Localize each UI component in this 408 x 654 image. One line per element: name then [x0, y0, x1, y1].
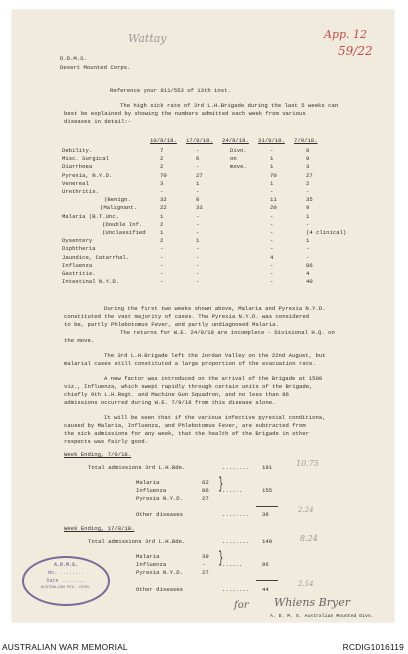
table-cell: 9 [306, 204, 310, 212]
item-label: Pyrexia N.Y.D. [136, 569, 183, 576]
footer-right: RCDIG1016119 [342, 642, 404, 652]
total-label: Total admissions 3rd L.H.Bde. [88, 538, 186, 545]
table-cell: 1 [270, 179, 274, 187]
table-cell: - [306, 245, 310, 253]
brace: } [218, 475, 224, 493]
pencil-note: 2.54 [298, 580, 314, 588]
intro-line: diseases in detail:- [64, 118, 132, 125]
table-cell: - [306, 188, 310, 195]
table-row-label: Diarrhoea [62, 163, 93, 171]
table-cell: - [196, 261, 200, 269]
table-cell: Divn. [230, 147, 247, 154]
para-line: caused by Malaria, Influenza, and Phlebotomus Fever, are subtracted from [64, 422, 306, 429]
addressee: D.D.M.S. [60, 55, 87, 62]
table-cell: 4 [270, 253, 274, 261]
table-cell: 2 [160, 220, 164, 228]
table-cell: 8 [196, 196, 200, 204]
table-row-label: (Unclassified [102, 229, 146, 236]
subtotal-value: 155 [262, 487, 273, 494]
table-cell: - [196, 253, 200, 261]
week-header: 7/9/18. [294, 137, 318, 144]
week-header: 17/8/18. [186, 137, 213, 144]
para-line: During the first two weeks shown above, Malaria and Pyrexia N.Y.D. [104, 305, 326, 312]
week-header: 24/8/18. [222, 137, 249, 144]
table-cell: (4 clinical) [306, 229, 347, 236]
dots: ........ [222, 511, 249, 518]
dots: ........ [222, 586, 249, 593]
table-cell: 33 [196, 204, 203, 212]
table-row-label: Influenza [62, 261, 93, 269]
table-cell: - [196, 220, 200, 228]
table-cell: 40 [306, 278, 313, 286]
table-cell: - [160, 245, 164, 253]
table-row-label: Venereal [62, 179, 89, 187]
table-cell: - [270, 270, 274, 277]
table-cell: - [196, 229, 200, 236]
table-row-label: Diphtheria [62, 245, 96, 253]
item-label: Malaria [136, 479, 160, 486]
table-cell: 2 [160, 155, 164, 163]
other-value: 44 [262, 586, 269, 593]
table-cell: 70 [270, 171, 277, 179]
para-line: A new factor was introduced on the arrival of the Brigade at 1500 [104, 375, 323, 382]
table-cell: 3 [160, 179, 164, 187]
para-line: the move. [64, 337, 95, 344]
signature-caption: A. D. M. S. Australian Mounted Divn. [270, 614, 374, 619]
table-cell: 27 [306, 171, 313, 179]
stamp-no: No. ........ [47, 570, 84, 576]
total-value: 191 [262, 464, 273, 471]
table-row-label: Misc. Surgical [62, 155, 109, 163]
sum-rule [256, 580, 278, 581]
table-cell: - [160, 278, 164, 286]
table-cell: 1 [196, 237, 200, 245]
signature-prefix: for [234, 600, 249, 611]
table-cell: 1 [160, 229, 164, 236]
item-value: 39 [202, 553, 209, 560]
para-line: It will be seen that if the various infective pyrexial conditions, [104, 414, 326, 421]
table-cell: 4 [306, 270, 310, 277]
table-cell: - [270, 220, 274, 228]
table-cell: 32 [160, 196, 167, 204]
table-cell: 3 [306, 163, 310, 171]
item-value: 27 [202, 569, 209, 576]
stamp-date: Date ........ [46, 578, 86, 584]
table-row-label: Gastritis. [62, 270, 96, 277]
table-cell: 86 [306, 261, 313, 269]
document-page [12, 10, 394, 622]
table-row-label: Debility. [62, 147, 93, 154]
week-heading: Week Ending, 7/9/18. [64, 451, 132, 458]
table-row-label: Urethritis. [62, 188, 99, 195]
para-line: viz., Influenza, which swept rapidly through certain units of the Brigade, [64, 383, 313, 390]
para-line: The 3rd L.H.Brigade left the Jordan Valley on the 22nd August, but [104, 352, 326, 359]
table-cell: 27 [196, 171, 203, 179]
table-cell: - [270, 237, 274, 245]
table-cell: 20 [270, 204, 277, 212]
stamp-title: A.D.M.S. [53, 562, 78, 568]
table-cell: 1 [196, 179, 200, 187]
table-cell: - [160, 261, 164, 269]
para-line: the sick admissions for any week, that the health of the Brigade in other [64, 430, 310, 437]
table-cell: - [196, 147, 200, 154]
item-label: Influenza [136, 561, 167, 568]
table-cell: 35 [306, 196, 313, 204]
item-value: 27 [202, 495, 209, 502]
table-cell: - [270, 188, 274, 195]
other-label: Other diseases [136, 511, 183, 518]
item-value: - [202, 561, 206, 568]
table-cell: - [196, 163, 200, 171]
table-cell: 7 [160, 147, 164, 154]
footer-left: AUSTRALIAN WAR MEMORIAL [2, 642, 128, 652]
handwritten-top-note: Wattay [128, 32, 167, 45]
other-label: Other diseases [136, 586, 183, 593]
total-value: 140 [262, 538, 273, 545]
dots: ........ [222, 538, 249, 545]
dots: ........ [222, 464, 249, 471]
table-cell: 6 [196, 155, 200, 163]
table-cell: - [270, 212, 274, 220]
table-cell: - [306, 220, 310, 228]
item-value: 86 [202, 487, 209, 494]
table-cell: 11 [270, 196, 277, 204]
pencil-note: 2.24 [298, 506, 314, 514]
adms-stamp [22, 556, 110, 606]
table-cell: 1 [306, 212, 310, 220]
table-cell: on [230, 155, 237, 163]
table-row-label: (Double Inf. [102, 220, 143, 228]
table-cell: 2 [306, 179, 310, 187]
table-cell: 2 [160, 237, 164, 245]
para-line: chiefly 9th L.H.Regt. and Machine Gun Squadron, and no less than 86 [64, 391, 289, 398]
table-cell: - [160, 270, 164, 277]
pencil-note: 8.24 [300, 534, 318, 543]
handwritten-signature: Whiens Bryer [274, 596, 350, 609]
table-row-label: (Malignant. [100, 204, 137, 212]
para-line: The returns for W.E. 24/8/18 are incomplete - Divisional H.Q. on [120, 329, 335, 336]
dots: ...... [222, 487, 243, 494]
week-header: 10/8/18. [150, 137, 177, 144]
table-cell: - [270, 229, 274, 236]
table-cell: - [270, 245, 274, 253]
item-label: Malaria [136, 553, 160, 560]
brace: } [218, 549, 224, 567]
other-value: 36 [262, 511, 269, 518]
intro-line: best be explained by showing the numbers admitted each week from various [64, 110, 306, 117]
dots: ...... [222, 561, 243, 568]
table-cell: 1 [270, 155, 274, 163]
total-label: Total admissions 3rd L.H.Bde. [88, 464, 186, 471]
week-header: 31/8/18. [258, 137, 285, 144]
table-cell: - [160, 253, 164, 261]
sum-rule [256, 506, 278, 507]
table-cell: move. [230, 163, 247, 171]
table-cell: - [306, 253, 310, 261]
table-row-label: Pyrexia, N.Y.D. [62, 171, 113, 179]
table-cell: 2 [160, 163, 164, 171]
item-label: Pyrexia N.Y.D. [136, 495, 183, 502]
week-heading: Week Ending, 17/8/18. [64, 525, 135, 532]
table-cell: 22 [160, 204, 167, 212]
table-cell: 8 [306, 147, 310, 154]
table-row-label: Intestinal N.Y.D. [62, 278, 120, 286]
item-label: Influenza [136, 487, 167, 494]
table-cell: - [270, 147, 274, 154]
subtotal-value: 96 [262, 561, 269, 568]
table-row-label: Malaria (B.T.Unc. [62, 212, 120, 220]
table-cell: - [196, 270, 200, 277]
para-line: malarial cases still constituted a large proportion of the evacuation rate. [64, 360, 316, 367]
addressee-unit: Desert Mounted Corps. [60, 64, 131, 71]
item-value: 62 [202, 479, 209, 486]
folio-red-note: App. 12 [324, 28, 368, 41]
intro-line: The high sick rate of 3rd L.H.Brigade during the last 5 weeks can [120, 102, 339, 109]
table-cell: - [160, 188, 164, 195]
table-row-label: Dysentery [62, 237, 93, 245]
para-line: admissions occurred during W.E. 7/9/18 from this disease alone. [64, 399, 276, 406]
table-cell: - [196, 278, 200, 286]
table-cell: - [196, 188, 200, 195]
folio-number: 59/22 [338, 44, 373, 58]
table-cell: - [196, 245, 200, 253]
table-cell: 1 [160, 212, 164, 220]
para-line: constituted the vast majority of cases. The Pyrexia N.Y.D. was considered [64, 313, 310, 320]
table-row-label: Jaundice, Catarrhal. [62, 253, 130, 261]
pencil-note: 10.75 [296, 459, 319, 468]
table-row-label: (Benign. [104, 196, 131, 204]
table-cell: - [270, 261, 274, 269]
table-cell: - [196, 212, 200, 220]
reference-line: Reference your 811/553 of 13th inst. [110, 87, 231, 94]
table-cell: 1 [306, 237, 310, 245]
para-line: respects was fairly good. [64, 438, 148, 445]
table-cell: 9 [306, 155, 310, 163]
table-cell: 1 [270, 163, 274, 171]
para-line: to be, partly Phlebotomus Fever, and partly undiagnosed Malaria. [64, 321, 279, 328]
table-cell: - [270, 278, 274, 286]
stamp-unit: AUSTRALIAN MTD. DIVN. [40, 586, 92, 590]
table-cell: 70 [160, 171, 167, 179]
